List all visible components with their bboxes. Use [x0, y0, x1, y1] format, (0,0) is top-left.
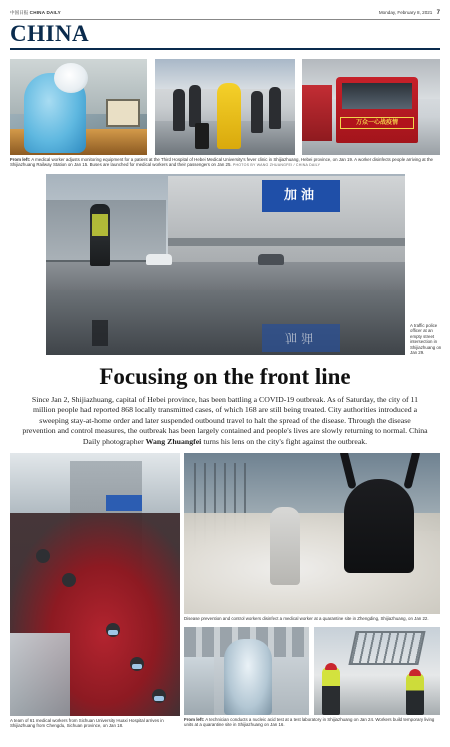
- photo-railway-station-disinfection: [155, 59, 295, 155]
- protective-hood: [54, 63, 88, 93]
- page-number: 7: [436, 10, 440, 16]
- hard-hat: [409, 669, 421, 676]
- caption-text: A medical worker adjusts monitoring equipment for a patient at the Third Hospital of Hebei Medical University's fever clinic in Shijiazhuang, Hebei province, on Jan 19. A worker disinfects people arriving at the Shijiazhuang Railway Station on Jan 15. Buses are launched for medical workers and their passengers on Jan 25.: [10, 157, 433, 168]
- team-member-head: [36, 549, 50, 563]
- photo-medical-worker-monitor: [10, 59, 147, 155]
- masthead-left: [10, 10, 61, 16]
- road: [46, 262, 405, 290]
- photo-medical-team-arrival: [10, 453, 180, 716]
- traveler-figure: [269, 87, 281, 129]
- photo-disinfection: [184, 453, 440, 614]
- chinese-paper-name: 中国日报: [10, 10, 29, 15]
- police-photo-caption: A traffic police officer at an empty street intersection in Shijiazhuang on Jan 29.: [410, 323, 442, 356]
- sprayer-worker: [270, 507, 300, 585]
- article-intro: [22, 395, 428, 447]
- disinfection-caption: Disease prevention and control workers disinfect a medical worker at a quarantine site in Zhengding, Shijiazhuang, on Jan 22.: [184, 616, 429, 621]
- photo-building-living-units: [314, 627, 440, 715]
- traveler-figure: [189, 85, 201, 127]
- medical-monitor: [106, 99, 140, 127]
- top-row-caption: [10, 157, 440, 169]
- intro-text: Since Jan 2, Shijiazhuang, capital of Hebei province, has been battling a COVID-19 outbreak. As of Saturday, the city of 11 million people had reported 868 locally transmitted cases, of which 168 are still being treated. City authorities introduced a sweeping stay-at-home order and later suspended outbound travel to halt the spread of the disease. Through the disease prevention and control measures, the outbreak has been largely contained and people's lives are slowly returning to normal. China Daily photographer: [22, 395, 428, 446]
- construction-worker: [406, 673, 424, 715]
- mall-facade-stripe: [168, 238, 405, 246]
- escalator-rail: [10, 633, 70, 716]
- traveler-figure: [173, 89, 185, 131]
- bus-banner: 万众一心战疫情: [340, 117, 414, 129]
- officer-reflection: [92, 320, 108, 346]
- team-member-head: [62, 573, 76, 587]
- hard-hat: [325, 663, 337, 670]
- second-bus: [302, 85, 332, 141]
- photo-credit: PHOTOS BY WANG ZHUANGFEI / CHINA DAILY: [232, 163, 321, 168]
- sign-reflection: 加油: [262, 324, 340, 352]
- caption-lead: From left:: [10, 157, 31, 162]
- car: [146, 254, 172, 265]
- photo-lab-technician: [184, 627, 309, 715]
- header-divider: [10, 19, 440, 20]
- construction-worker: [322, 667, 340, 715]
- worker-being-disinfected: [344, 479, 414, 573]
- reflective-vest: [92, 214, 108, 236]
- steel-frame: [348, 631, 425, 665]
- issue-date: Monday, February 8, 2021: [378, 10, 433, 15]
- welcome-banner: [106, 495, 142, 511]
- article-headline: Focusing on the front line: [99, 364, 351, 389]
- bus-windshield: [342, 83, 412, 109]
- photographer-name: Wang Zhuangfei: [145, 436, 202, 446]
- masthead-right: [379, 10, 440, 16]
- face-mask: [154, 696, 164, 701]
- lab-glass-panel: [184, 657, 214, 715]
- section-rule: [10, 48, 440, 50]
- traveler-figure: [251, 91, 263, 133]
- bottom-right-caption: [184, 717, 440, 728]
- caption-lead: From left:: [184, 717, 205, 722]
- photo-traffic-police-officer: [46, 174, 405, 355]
- car: [258, 254, 284, 265]
- hazmat-worker: [217, 83, 241, 149]
- team-photo-caption: A team of 61 medical workers from Sichuan University Huaxi Hospital arrives in Shijiazhuang from Chengdu, Sichuan province, on Jan 18.: [10, 718, 164, 729]
- lab-technician: [224, 639, 272, 715]
- face-mask: [132, 664, 142, 669]
- luggage: [195, 123, 209, 149]
- mall-sign: 加油: [262, 180, 340, 212]
- paper-name: CHINA DAILY: [29, 10, 61, 15]
- caption-text: A technician conducts a nucleic acid test at a test laboratory in Shijiazhuang on Jan 24. Workers build temporary living units at a quarantine site in Shijiazhuang on Jan 16.: [184, 717, 435, 728]
- face-mask: [108, 630, 118, 635]
- section-title: CHINA: [10, 21, 90, 46]
- masthead-bar: [10, 7, 440, 19]
- intro-text-end: turns his lens on the city's fight against the outbreak.: [203, 436, 368, 446]
- photo-buses: [302, 59, 440, 155]
